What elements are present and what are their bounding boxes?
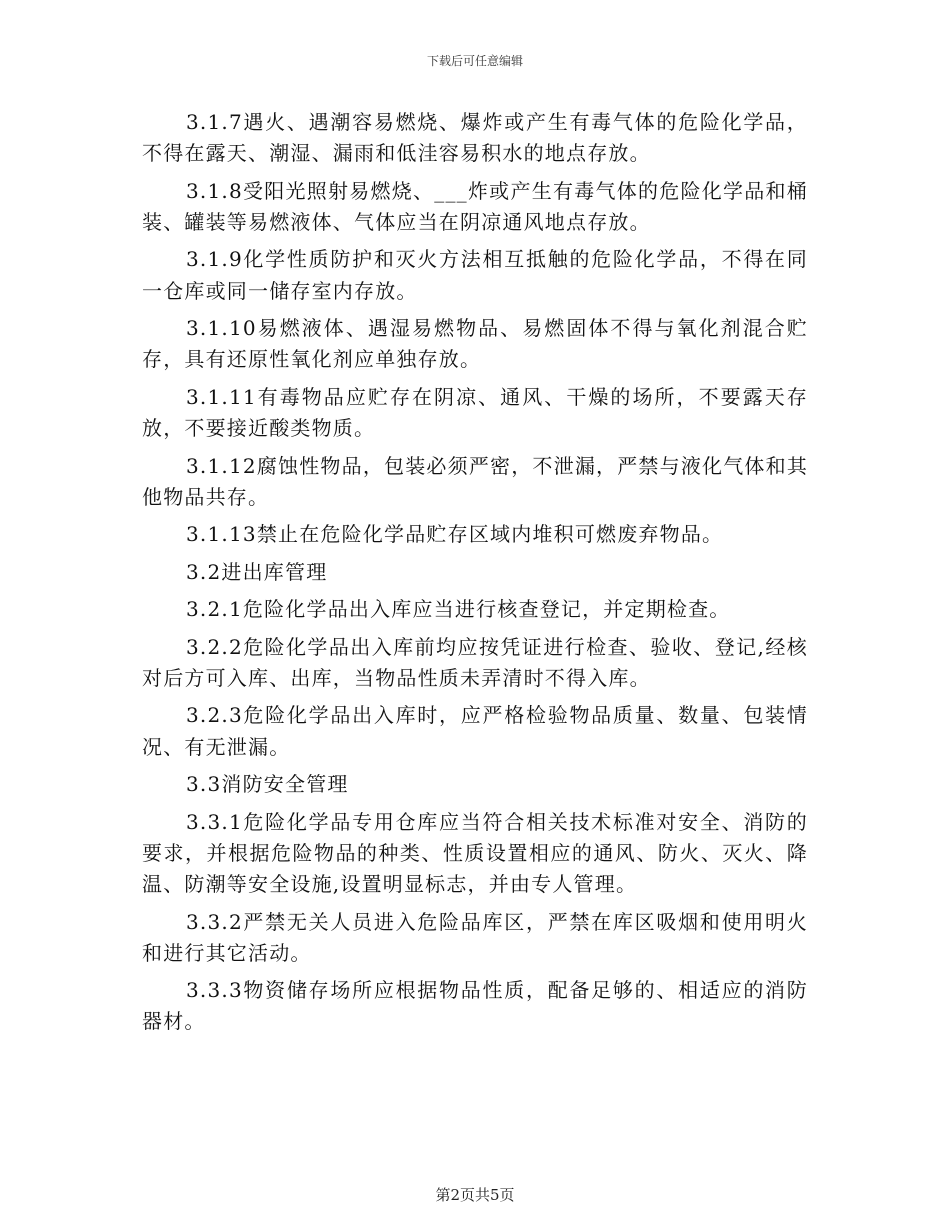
section-heading-3-2: 3.2进出库管理 bbox=[186, 559, 328, 584]
section-heading-3-3: 3.3消防安全管理 bbox=[186, 772, 349, 797]
page-footer: 第2页共5页 bbox=[435, 1186, 515, 1204]
paragraph-3-2-3: 3.2.3危险化学品出入库时，应严格检验物品质量、数量、包装情况、有无泄漏。 bbox=[142, 703, 808, 759]
paragraph-3-2-1: 3.2.1危险化学品出入库应当进行核查登记，并定期检查。 bbox=[186, 597, 731, 622]
paragraph-3-1-7: 3.1.7遇火、遇潮容易燃烧、爆炸或产生有毒气体的危险化学品，不得在露天、潮湿、漏雨和低洼容易积水的地点存放。 bbox=[142, 110, 808, 166]
paragraph-3-1-9: 3.1.9化学性质防护和灭火方法相互抵触的危险化学品，不得在同一仓库或同一储存室内存放。 bbox=[142, 247, 808, 303]
paragraph-3-3-2: 3.3.2严禁无关人员进入危险品库区，严禁在库区吸烟和使用明火和进行其它活动。 bbox=[142, 909, 808, 965]
document-body bbox=[142, 107, 808, 1044]
paragraph-3-3-1: 3.3.1危险化学品专用仓库应当符合相关技术标准对安全、消防的要求，并根据危险物品的种类、性质设置相应的通风、防火、灭火、降温、防潮等安全设施,设置明显标志，并由专人管理。 bbox=[142, 809, 808, 897]
paragraph-3-1-11: 3.1.11有毒物品应贮存在阴凉、通风、干燥的场所，不要露天存放，不要接近酸类物质。 bbox=[142, 384, 808, 441]
paragraph-3-3-3: 3.3.3物资储存场所应根据物品性质，配备足够的、相适应的消防器材。 bbox=[142, 978, 808, 1034]
page-header: 下载后可任意编辑 bbox=[426, 54, 523, 68]
paragraph-3-1-8: 3.1.8受阳光照射易燃烧、___炸或产生有毒气体的危险化学品和桶装、罐装等易燃液体、气体应当在阴凉通风地点存放。 bbox=[142, 178, 808, 234]
paragraph-3-1-10: 3.1.10易燃液体、遇湿易燃物品、易燃固体不得与氧化剂混合贮存，具有还原性氧化剂应单独存放。 bbox=[142, 316, 808, 372]
paragraph-3-2-2: 3.2.2危险化学品出入库前均应按凭证进行检查、验收、登记,经核对后方可入库、出库，当物品性质未弄清时不得入库。 bbox=[142, 634, 808, 690]
paragraph-3-1-12: 3.1.12腐蚀性物品，包装必须严密，不泄漏，严禁与液化气体和其他物品共存。 bbox=[142, 453, 809, 509]
paragraph-3-1-13: 3.1.13禁止在危险化学品贮存区域内堆积可燃废弃物品。 bbox=[186, 522, 724, 547]
